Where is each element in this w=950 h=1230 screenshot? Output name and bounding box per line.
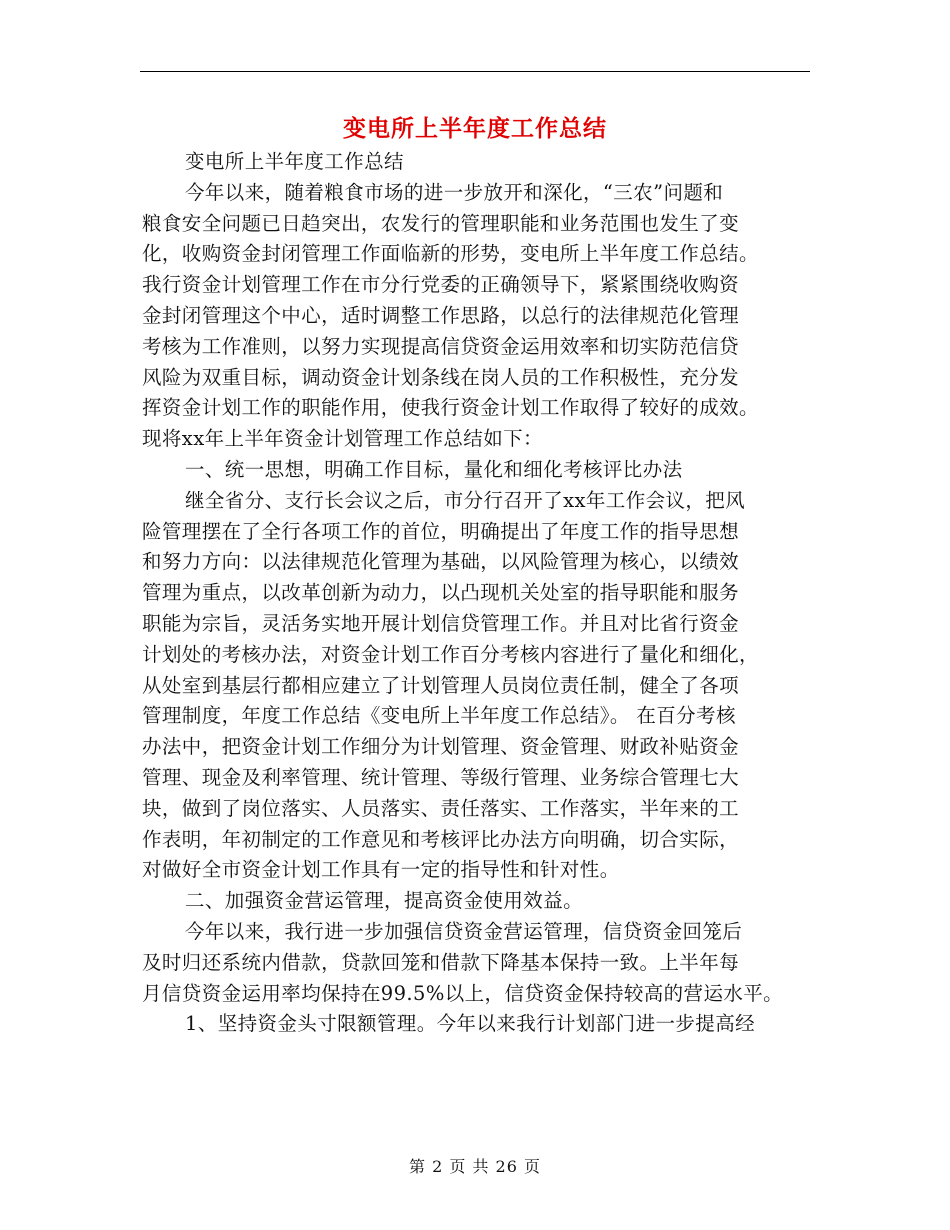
paragraph-line: 及时归还系统内借款，贷款回笼和借款下降基本保持一致。上半年每 — [142, 950, 740, 974]
paragraph-line: 今年以来，我行进一步加强信贷资金营运管理，信贷资金回笼后 — [185, 919, 743, 943]
paragraph-line: 管理、现金及利率管理、统计管理、等级行管理、业务综合管理七大 — [142, 765, 740, 789]
paragraph-line: 考核为工作准则，以努力实现提高信贷资金运用效率和切实防范信贷 — [142, 334, 740, 358]
paragraph-line: 今年以来，随着粮食市场的进一步放开和深化，“三农”问题和 — [185, 180, 724, 204]
paragraph-line: 1、坚持资金头寸限额管理。今年以来我行计划部门进一步提高经 — [185, 1012, 756, 1036]
paragraph-line: 粮食安全问题已日趋突出，农发行的管理职能和业务范围也发生了变 — [142, 211, 740, 235]
paragraph-line: 现将xx年上半年资金计划管理工作总结如下： — [142, 427, 543, 451]
paragraph-line: 挥资金计划工作的职能作用，使我行资金计划工作取得了较好的成效。 — [142, 396, 759, 420]
paragraph-line: 职能为宗旨，灵活务实地开展计划信贷管理工作。并且对比省行资金 — [142, 611, 740, 635]
page-footer: 第 2 页 共 26 页 — [409, 1157, 541, 1176]
paragraph-line: 月信贷资金运用率均保持在99.5%以上，信贷资金保持较高的营运水平。 — [142, 981, 784, 1005]
paragraph-line: 继全省分、支行长会议之后，市分行召开了xx年工作会议，把风 — [185, 488, 746, 512]
paragraph-line: 办法中，把资金计划工作细分为计划管理、资金管理、财政补贴资金 — [142, 735, 740, 759]
paragraph-line: 从处室到基层行都相应建立了计划管理人员岗位责任制，健全了各项 — [142, 673, 740, 697]
document-body — [142, 147, 832, 1040]
paragraph-line: 作表明，年初制定的工作意见和考核评比办法方向明确，切合实际， — [142, 827, 740, 851]
paragraph-line: 管理为重点，以改革创新为动力，以凸现机关处室的指导职能和服务 — [142, 581, 740, 605]
paragraph-line: 风险为双重目标，调动资金计划条线在岗人员的工作积极性，充分发 — [142, 365, 740, 389]
paragraph-line: 块，做到了岗位落实、人员落实、责任落实、工作落实，半年来的工 — [142, 796, 740, 820]
paragraph-line: 一、统一思想，明确工作目标，量化和细化考核评比办法 — [185, 457, 683, 481]
paragraph-line: 我行资金计划管理工作在市分行党委的正确领导下，紧紧围绕收购资 — [142, 273, 740, 297]
paragraph-line: 和努力方向：以法律规范化管理为基础，以风险管理为核心，以绩效 — [142, 550, 740, 574]
paragraph-line: 险管理摆在了全行各项工作的首位，明确提出了年度工作的指导思想 — [142, 519, 740, 543]
paragraph-line: 金封闭管理这个中心，适时调整工作思路，以总行的法律规范化管理 — [142, 303, 740, 327]
paragraph-line: 对做好全市资金计划工作具有一定的指导性和针对性。 — [142, 858, 620, 882]
paragraph-line: 化，收购资金封闭管理工作面临新的形势，变电所上半年度工作总结。 — [142, 242, 759, 266]
paragraph-line: 二、加强资金营运管理，提高资金使用效益。 — [185, 889, 584, 913]
paragraph-line: 管理制度，年度工作总结《变电所上半年度工作总结》。 在百分考核 — [142, 704, 736, 728]
paragraph-line: 计划处的考核办法，对资金计划工作百分考核内容进行了量化和细化， — [142, 642, 759, 666]
paragraph-line: 变电所上半年度工作总结 — [185, 150, 404, 173]
header-rule — [140, 71, 810, 72]
document-title: 变电所上半年度工作总结 — [343, 115, 607, 142]
